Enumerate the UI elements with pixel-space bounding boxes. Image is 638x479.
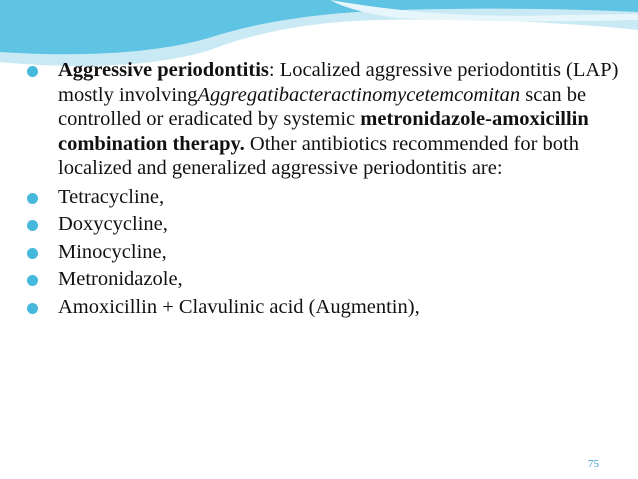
list-item — [22, 267, 622, 292]
bullet-dot-icon — [27, 66, 38, 77]
list-item — [22, 185, 622, 210]
slide-content — [22, 58, 622, 322]
lap-description: Localized aggressive periodontitis (LAP) mostly involving — [58, 59, 619, 106]
term-aggressive-periodontitis: Aggressive periodontitis — [58, 59, 269, 81]
list-item-label: Metronidazole, — [58, 268, 183, 290]
list-item — [22, 295, 622, 320]
other-antibiotics-text: Other antibiotics recommended for both localized and generalized aggressive periodontitis are: — [58, 132, 579, 179]
list-item-label: Minocycline, — [58, 240, 167, 263]
organism-name: Aggregatibacteractinomycetemcomitan — [197, 83, 521, 106]
bullet-dot-icon — [27, 193, 38, 204]
bullet-aggressive-periodontitis — [22, 58, 622, 181]
list-item — [22, 212, 622, 237]
bullet-dot-icon — [27, 275, 38, 286]
bullet-dot-icon — [27, 248, 38, 259]
page-number: 75 — [588, 458, 599, 470]
list-item-label: Doxycycline, — [58, 213, 168, 235]
control-text: scan be controlled or eradicated by systemic — [58, 83, 587, 130]
bullet-dot-icon — [27, 220, 38, 231]
list-item — [22, 240, 622, 265]
list-item-label: Tetracycline, — [58, 185, 165, 208]
bullet-dot-icon — [27, 303, 38, 314]
combination-therapy: metronidazole-amoxicillin combination therapy. — [58, 108, 589, 155]
list-item-label: Amoxicillin + Clavulinic acid (Augmentin), — [58, 295, 420, 318]
term-colon: : — [268, 59, 275, 81]
wave-dark-band — [0, 0, 638, 54]
